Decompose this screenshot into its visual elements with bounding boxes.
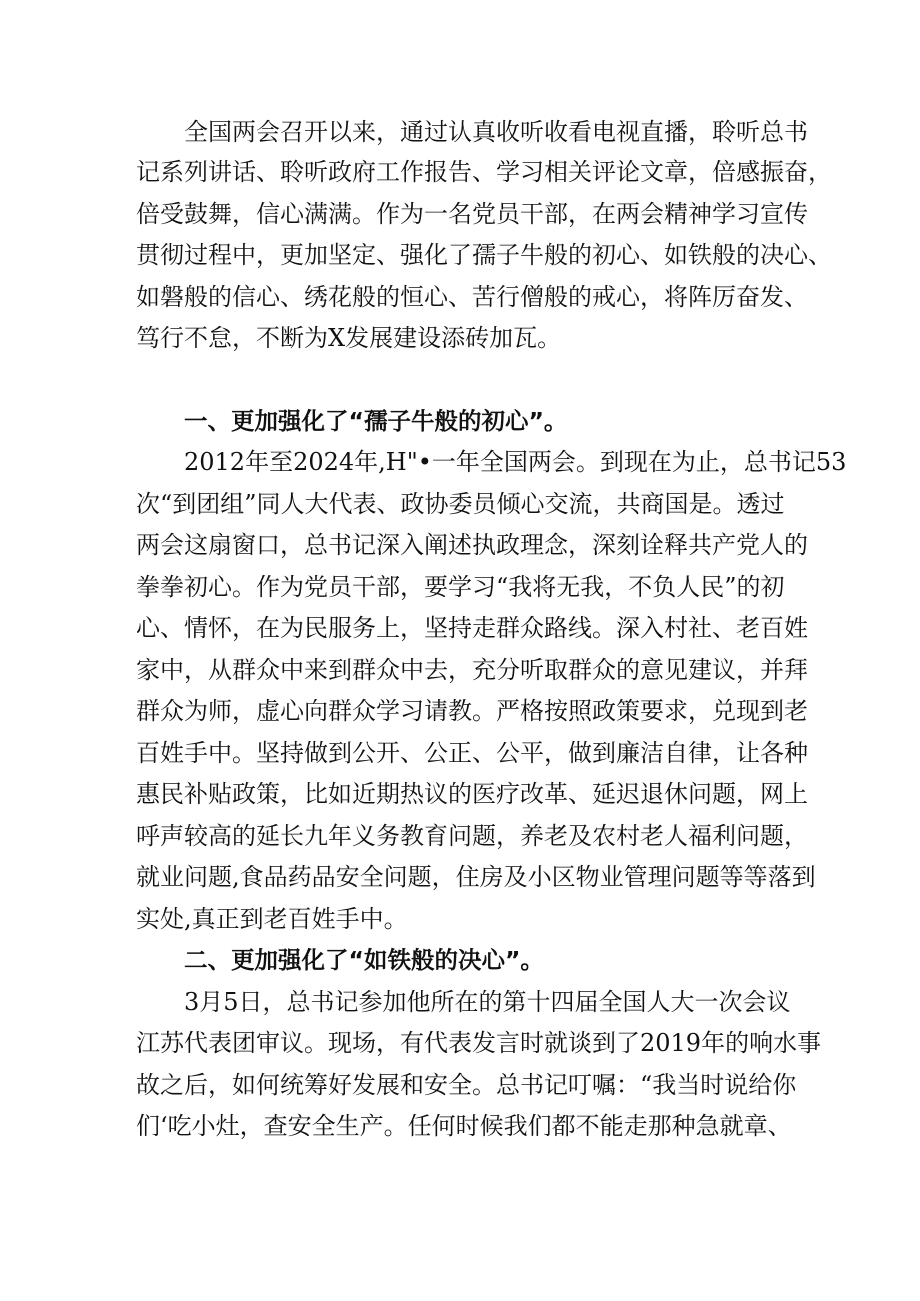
section-1-line-6: 家中，从群众中来到群众中去，充分听取群众的意见建议，并拜 (136, 656, 808, 684)
intro-line-2: 记系列讲话、聆听政府工作报告、学习相关评论文章，倍感振奋， (136, 158, 832, 186)
section-1-line-2: 次“到团组”同人大代表、政协委员倾心交流，共商国是。透过 (136, 490, 785, 518)
section-1-line-4: 拳拳初心。作为党员干部，要学习“我将无我，不负人民”的初 (136, 573, 785, 601)
section-2-line-3: 故之后，如何统筹好发展和安全。总书记叮嘱：“我当时说给你 (136, 1071, 797, 1099)
intro-line-1: 全国两会召开以来，通过认真收听收看电视直播，聆听总书 (184, 118, 808, 146)
section-1-line-10: 呼声较高的延长九年义务教育问题，养老及农村老人福利问题， (136, 822, 808, 850)
section-1-line-1: 2012年至2024年,H"•一年全国两会。到现在为止，总书记53 (184, 448, 847, 476)
intro-line-6: 笃行不怠，不断为X发展建设添砖加瓦。 (136, 324, 562, 352)
section-1-line-12: 实处,真正到老百姓手中。 (136, 905, 408, 933)
section-1-line-11: 就业问题,食品药品安全问题，住房及小区物业管理问题等等落到 (136, 863, 816, 891)
section-1-line-3: 两会这扇窗口，总书记深入阐述执政理念，深刻诠释共产党人的 (136, 531, 808, 559)
section-1-line-7: 群众为师，虚心向群众学习请教。严格按照政策要求，兑现到老 (136, 697, 808, 725)
intro-line-4: 贯彻过程中，更加坚定、强化了孺子牛般的初心、如铁般的决心、 (136, 241, 832, 269)
section-2-line-1: 3月5日，总书记参加他所在的第十四届全国人大一次会议 (184, 988, 791, 1016)
section-2-heading: 二、更加强化了“如铁般的决心”。 (184, 946, 544, 974)
intro-line-3: 倍受鼓舞，信心满满。作为一名党员干部，在两会精神学习宣传 (136, 200, 808, 228)
section-2-line-2: 江苏代表团审议。现场，有代表发言时就谈到了2019年的响水事 (136, 1029, 822, 1057)
section-1-line-9: 惠民补贴政策，比如近期热议的医疗改革、延迟退休问题，网上 (136, 780, 808, 808)
intro-line-5: 如磐般的信心、绣花般的恒心、苦行僧般的戒心，将阵厉奋发、 (136, 283, 808, 311)
section-2-line-4: 们‘吃小灶，查安全生产。任何时候我们都不能走那种急就章、 (136, 1112, 792, 1140)
section-1-line-8: 百姓手中。坚持做到公开、公正、公平，做到廉洁自律，让各种 (136, 739, 808, 767)
section-1-heading: 一、更加强化了“孺子牛般的初心”。 (184, 407, 568, 435)
section-1-line-5: 心、情怀，在为民服务上，坚持走群众路线。深入村社、老百姓 (136, 614, 808, 642)
